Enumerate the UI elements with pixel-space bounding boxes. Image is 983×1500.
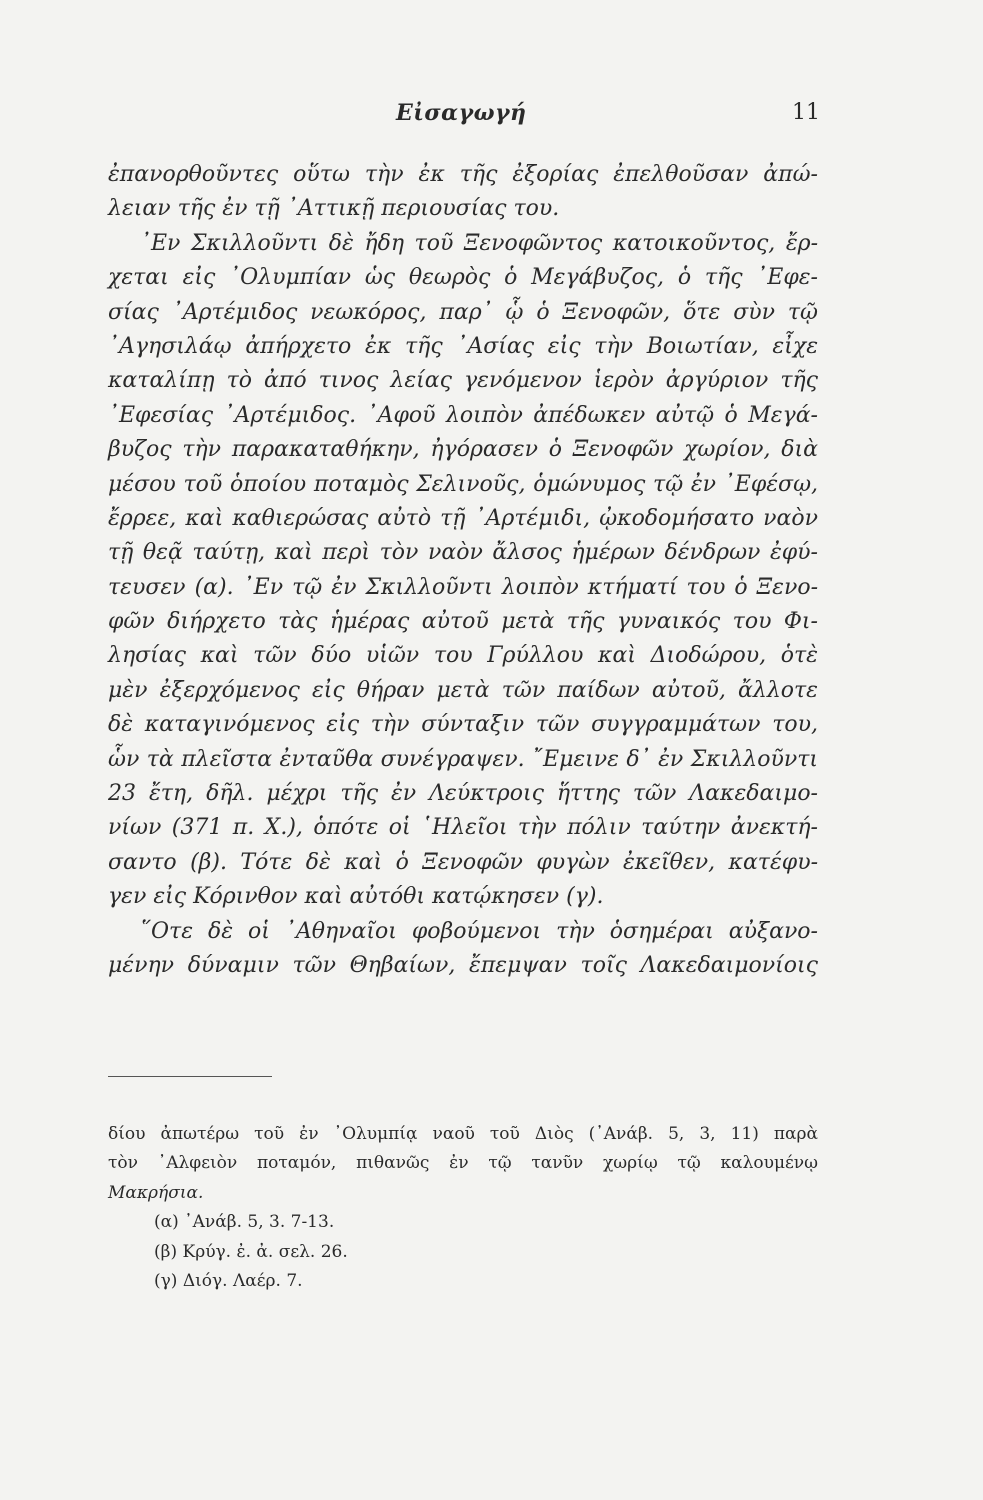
page-number: 11 bbox=[792, 100, 820, 125]
running-head bbox=[0, 100, 983, 134]
text-line: ἔρρεε, καὶ καθιερώσας αὐτὸ τῇ ᾿Αρτέμιδι, ᾠκοδομήσατο ναὸν bbox=[108, 505, 818, 531]
text-line: ᾿Αγησιλάῳ ἀπήρχετο ἐκ τῆς ᾿Ασίας εἰς τὴν Βοιωτίαν, εἶχε bbox=[108, 333, 818, 359]
footnote-note: (γ) Διόγ. Λαέρ. 7. bbox=[154, 1270, 303, 1291]
text-line: σαντο (β). Τότε δὲ καὶ ὁ Ξενοφῶν φυγὼν ἐκεῖθεν, κατέφυ- bbox=[108, 849, 818, 875]
text-line: φῶν διήρχετο τὰς ἡμέρας αὐτοῦ μετὰ τῆς γυναικός του Φι- bbox=[108, 609, 818, 635]
text-line: καταλίπῃ τὸ ἀπό τινος λείας γενόμενον ἱερὸν ἀργύριον τῆς bbox=[108, 368, 818, 394]
text-line: δὲ καταγινόμενος εἰς τὴν σύνταξιν τῶν συγγραμμάτων του, bbox=[108, 712, 818, 738]
text-line: ὧν τὰ πλεῖστα ἐνταῦθα συνέγραψεν. ῎Εμεινε δ᾿ ἐν Σκιλλοῦντι bbox=[108, 746, 818, 772]
footnote-note: (β) Κρύγ. ἐ. ἀ. σελ. 26. bbox=[154, 1241, 348, 1262]
text-line: ᾿Εν Σκιλλοῦντι δὲ ἤδη τοῦ Ξενοφῶντος κατοικοῦντος, ἔρ- bbox=[140, 230, 818, 256]
footnotes bbox=[108, 1120, 818, 1296]
text-line: σίας ᾿Αρτέμιδος νεωκόρος, παρ᾿ ᾧ ὁ Ξενοφῶν, ὅτε σὺν τῷ bbox=[108, 299, 818, 325]
text-line: ᾿Εφεσίας ᾿Αρτέμιδος. ᾿Αφοῦ λοιπὸν ἀπέδωκεν αὐτῷ ὁ Μεγά- bbox=[108, 402, 818, 428]
text-line: λειαν τῆς ἐν τῇ ᾿Αττικῇ περιουσίας του. bbox=[108, 196, 560, 222]
text-line: λησίας καὶ τῶν δύο υἱῶν του Γρύλλου καὶ Διοδώρου, ὁτὲ bbox=[108, 643, 818, 669]
text-line: μέσου τοῦ ὁποίου ποταμὸς Σελινοῦς, ὁμώνυμος τῷ ἐν ᾿Εφέσῳ, bbox=[108, 471, 818, 497]
footnote-line: τὸν ᾿Αλφειὸν ποταμόν, πιθανῶς ἐν τῷ τανῦν χωρίῳ τῷ καλουμένῳ bbox=[108, 1153, 818, 1174]
text-line: βυζος τὴν παρακαταθήκην, ἠγόρασεν ὁ Ξενοφῶν χωρίον, διὰ bbox=[108, 437, 818, 463]
footnote-line: Μακρήσια. bbox=[108, 1182, 204, 1203]
body-text bbox=[108, 158, 818, 983]
footnote-note: (α) ᾿Ανάβ. 5, 3. 7-13. bbox=[154, 1212, 335, 1233]
footnote-divider bbox=[108, 1076, 272, 1077]
text-line: μένην δύναμιν τῶν Θηβαίων, ἔπεμψαν τοῖς Λακεδαιμονίοις bbox=[108, 952, 818, 978]
text-line: μὲν ἐξερχόμενος εἰς θήραν μετὰ τῶν παίδων αὐτοῦ, ἄλλοτε bbox=[108, 677, 818, 703]
footnote-line: δίου ἀπωτέρω τοῦ ἐν ᾿Ολυμπίᾳ ναοῦ τοῦ Διὸς (᾿Ανάβ. 5, 3, 11) παρὰ bbox=[108, 1124, 818, 1144]
running-title: Εἰσαγωγή bbox=[396, 100, 527, 126]
text-line: γεν εἰς Κόρινθον καὶ αὐτόθι κατῴκησεν (γ). bbox=[108, 884, 604, 910]
text-line: ἐπανορθοῦντες οὕτω τὴν ἐκ τῆς ἐξορίας ἐπελθοῦσαν ἀπώ- bbox=[108, 162, 818, 187]
text-line: ῞Οτε δὲ οἱ ᾿Αθηναῖοι φοβούμενοι τὴν ὁσημέραι αὐξανο- bbox=[140, 918, 818, 944]
text-line: 23 ἔτη, δῆλ. μέχρι τῆς ἐν Λεύκτροις ἥττης τῶν Λακεδαιμο- bbox=[108, 781, 818, 807]
text-line: νίων (371 π. Χ.), ὁπότε οἱ ῾Ηλεῖοι τὴν πόλιν ταύτην ἀνεκτή- bbox=[108, 815, 818, 841]
text-line: τῇ θεᾷ ταύτῃ, καὶ περὶ τὸν ναὸν ἄλσος ἡμέρων δένδρων ἐφύ- bbox=[108, 540, 818, 566]
text-line: τευσεν (α). ᾿Εν τῷ ἐν Σκιλλοῦντι λοιπὸν κτήματί του ὁ Ξενο- bbox=[108, 574, 818, 600]
text-line: χεται εἰς ᾿Ολυμπίαν ὡς θεωρὸς ὁ Μεγάβυζος, ὁ τῆς ᾿Εφε- bbox=[108, 265, 818, 291]
